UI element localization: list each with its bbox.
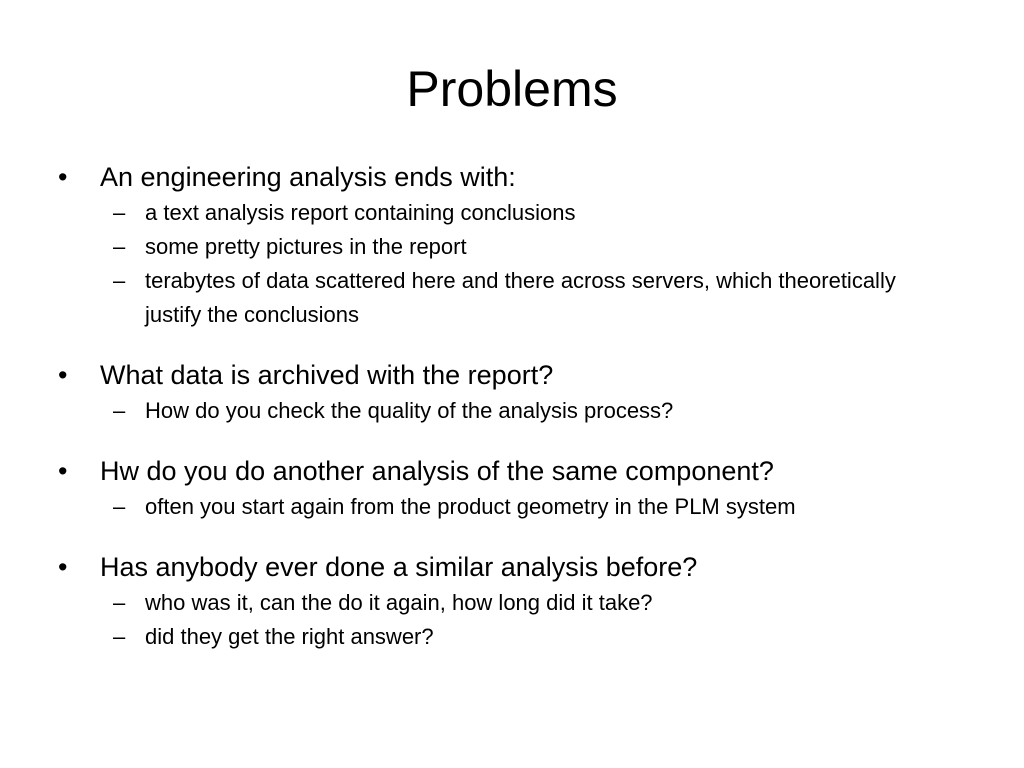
sub-bullet-marker: – — [113, 234, 126, 259]
sub-bullet-text: who was it, can the do it again, how long did it take? — [145, 590, 653, 615]
slide-body — [58, 158, 978, 654]
bullet-marker: • — [58, 360, 68, 390]
sub-bullet-marker: – — [113, 398, 126, 423]
sub-bullet-marker: – — [113, 624, 126, 649]
bullet-item — [58, 158, 978, 332]
sub-bullet-marker: – — [113, 590, 126, 615]
bullet-item — [58, 356, 978, 428]
sub-bullet-marker: – — [113, 268, 126, 293]
bullet-marker: • — [58, 162, 68, 192]
sub-bullet-marker: – — [113, 494, 126, 519]
bullet-marker: • — [58, 552, 68, 582]
bullet-item — [58, 548, 978, 654]
sub-bullet-marker: – — [113, 200, 126, 225]
slide-title: Problems — [406, 61, 618, 117]
sub-bullet-text: did they get the right answer? — [145, 624, 434, 649]
bullet-item — [58, 452, 978, 524]
bullet-text: What data is archived with the report? — [100, 360, 554, 390]
sub-bullet-text: often you start again from the product geometry in the PLM system — [145, 494, 796, 519]
bullet-text: Hw do you do another analysis of the same component? — [100, 456, 774, 486]
bullet-text: Has anybody ever done a similar analysis before? — [100, 552, 698, 582]
sub-bullet-text: How do you check the quality of the analysis process? — [145, 398, 674, 423]
sub-bullet-text: terabytes of data scattered here and there across servers, which theoretically justify the conclusions — [145, 268, 896, 327]
bullet-marker: • — [58, 456, 68, 486]
sub-bullet-text: a text analysis report containing conclusions — [145, 200, 576, 225]
sub-bullet-text: some pretty pictures in the report — [145, 234, 467, 259]
bullet-text: An engineering analysis ends with: — [100, 162, 516, 192]
